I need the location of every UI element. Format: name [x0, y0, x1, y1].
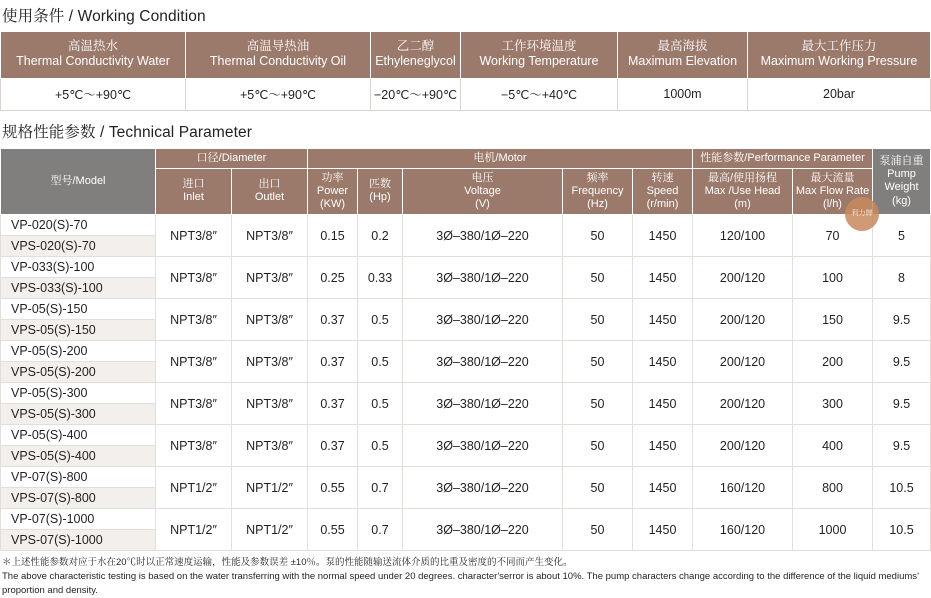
inlet-cell: NPT3/8″ [156, 383, 232, 425]
tp-header-weight-unit: (kg) [892, 194, 911, 207]
outlet-cell: NPT3/8″ [232, 425, 308, 467]
model-cell: VP-05(S)-200 [1, 341, 156, 362]
hp-cell: 0.5 [358, 299, 403, 341]
hp-cell: 0.2 [358, 215, 403, 257]
table-row [1, 467, 931, 488]
wc-header-cn: 最大工作压力 [801, 39, 877, 53]
flow-cell: 150 [793, 299, 873, 341]
flow-cell: 200 [793, 341, 873, 383]
tp-body [1, 215, 931, 551]
tp-header-weight-en: Pump Weight [884, 168, 919, 194]
wc-header-cn: 最高海拔 [657, 39, 708, 53]
flow-cell: 1000 [793, 509, 873, 551]
tp-subheader-en: Max Flow Rate [795, 184, 870, 197]
frequency-cell: 50 [563, 467, 633, 509]
flow-cell: 300 [793, 383, 873, 425]
hp-cell: 0.33 [358, 257, 403, 299]
flow-cell: 400 [793, 425, 873, 467]
outlet-cell: NPT3/8″ [232, 299, 308, 341]
wc-header-cell [461, 32, 618, 79]
table-row [1, 215, 931, 236]
tp-subheader-unit: (Hz) [587, 198, 608, 211]
wc-header-en: Thermal Conductivity Water [16, 54, 170, 69]
power-cell: 0.37 [308, 425, 358, 467]
model-cell: VPS-05(S)-150 [1, 320, 156, 341]
voltage-cell: 3Ø–380/1Ø–220 [403, 425, 563, 467]
tp-header-model: 型号/Model [1, 148, 156, 215]
outlet-cell: NPT3/8″ [232, 257, 308, 299]
tp-group-header-row [1, 148, 931, 168]
head-cell: 200/120 [693, 383, 793, 425]
tp-subheader-flow [793, 168, 873, 215]
model-cell: VP-033(S)-100 [1, 257, 156, 278]
weight-cell: 9.5 [873, 425, 931, 467]
hp-cell: 0.7 [358, 467, 403, 509]
tp-subheader-unit: (m) [734, 198, 751, 211]
tp-subheader-cn: 转速 [651, 171, 674, 184]
tp-subheader-cn: 最高/使用扬程 [707, 171, 778, 184]
inlet-cell: NPT3/8″ [156, 341, 232, 383]
voltage-cell: 3Ø–380/1Ø–220 [403, 509, 563, 551]
frequency-cell: 50 [563, 509, 633, 551]
model-cell: VPS-033(S)-100 [1, 278, 156, 299]
tp-subheader-speed [633, 168, 693, 215]
tp-subheader-en: Outlet [254, 191, 285, 204]
wc-value: 1000m [618, 78, 748, 110]
tp-subheader-en: Frequency [571, 184, 624, 197]
hp-cell: 0.5 [358, 383, 403, 425]
voltage-cell: 3Ø–380/1Ø–220 [403, 467, 563, 509]
voltage-cell: 3Ø–380/1Ø–220 [403, 257, 563, 299]
frequency-cell: 50 [563, 425, 633, 467]
brand-watermark: 利力牌 [845, 197, 879, 231]
table-row [1, 341, 931, 362]
power-cell: 0.37 [308, 341, 358, 383]
tp-subheader-en: Inlet [183, 191, 204, 204]
wc-value: −20℃～+90℃ [371, 78, 461, 110]
inlet-cell: NPT3/8″ [156, 257, 232, 299]
working-condition-header-row [1, 32, 931, 79]
wc-header-cn: 乙二醇 [396, 39, 435, 53]
hp-cell: 0.5 [358, 341, 403, 383]
model-cell: VPS-07(S)-1000 [1, 530, 156, 551]
working-condition-title: 使用条件 / Working Condition [2, 8, 206, 25]
table-row [1, 257, 931, 278]
outlet-cell: NPT1/2″ [232, 467, 308, 509]
model-cell: VP-05(S)-150 [1, 299, 156, 320]
tp-subheader-frequency [563, 168, 633, 215]
model-cell: VP-05(S)-300 [1, 383, 156, 404]
tp-subheader-en: Power [316, 184, 349, 197]
model-cell: VPS-05(S)-400 [1, 446, 156, 467]
tp-header-weight-cn: 泵浦自重 [879, 155, 924, 167]
weight-cell: 10.5 [873, 467, 931, 509]
hp-cell: 0.7 [358, 509, 403, 551]
speed-cell: 1450 [633, 299, 693, 341]
tp-subheader-power [308, 168, 358, 215]
tp-subheader-head [693, 168, 793, 215]
weight-cell: 8 [873, 257, 931, 299]
outlet-cell: NPT1/2″ [232, 509, 308, 551]
tp-subheader-cn: 匹数 [369, 178, 391, 191]
outlet-cell: NPT3/8″ [232, 383, 308, 425]
speed-cell: 1450 [633, 383, 693, 425]
flow-cell: 70 [793, 215, 873, 257]
tp-subheader-hp [358, 168, 403, 215]
frequency-cell: 50 [563, 383, 633, 425]
model-cell: VPS-05(S)-300 [1, 404, 156, 425]
head-cell: 200/120 [693, 425, 793, 467]
inlet-cell: NPT3/8″ [156, 425, 232, 467]
footnote [0, 551, 930, 597]
model-cell: VP-07(S)-800 [1, 467, 156, 488]
weight-cell: 9.5 [873, 383, 931, 425]
tp-subheader-outlet [232, 168, 308, 215]
wc-header-cell [371, 32, 461, 79]
head-cell: 160/120 [693, 509, 793, 551]
weight-cell: 9.5 [873, 299, 931, 341]
wc-header-cn: 高温热水 [67, 39, 118, 53]
head-cell: 200/120 [693, 299, 793, 341]
frequency-cell: 50 [563, 299, 633, 341]
head-cell: 200/120 [693, 341, 793, 383]
model-cell: VPS-05(S)-200 [1, 362, 156, 383]
voltage-cell: 3Ø–380/1Ø–220 [403, 383, 563, 425]
model-cell: VPS-020(S)-70 [1, 236, 156, 257]
frequency-cell: 50 [563, 215, 633, 257]
speed-cell: 1450 [633, 425, 693, 467]
wc-header-cell [748, 32, 931, 79]
inlet-cell: NPT1/2″ [156, 509, 232, 551]
tp-subheader-inlet [156, 168, 232, 215]
table-row [1, 299, 931, 320]
inlet-cell: NPT1/2″ [156, 467, 232, 509]
weight-cell: 5 [873, 215, 931, 257]
tp-subheader-unit: (l/h) [823, 198, 842, 211]
tp-subheader-en: Speed [646, 184, 679, 197]
speed-cell: 1450 [633, 467, 693, 509]
outlet-cell: NPT3/8″ [232, 215, 308, 257]
wc-value: −5℃～+40℃ [461, 78, 618, 110]
tp-subheader-unit: (V) [475, 198, 490, 211]
speed-cell: 1450 [633, 509, 693, 551]
tp-subheader-cn: 出口 [258, 178, 281, 191]
wc-value: 20bar [748, 78, 931, 110]
wc-value: +5℃～+90℃ [186, 78, 371, 110]
frequency-cell: 50 [563, 257, 633, 299]
wc-header-en: Maximum Elevation [627, 54, 738, 69]
tp-subheader-cn: 进口 [182, 178, 205, 191]
working-condition-table [0, 31, 931, 111]
tp-subheader-unit: (r/min) [646, 198, 679, 211]
model-cell: VP-05(S)-400 [1, 425, 156, 446]
head-cell: 160/120 [693, 467, 793, 509]
wc-header-cell [1, 32, 186, 79]
technical-parameter-table [0, 148, 931, 552]
weight-cell: 10.5 [873, 509, 931, 551]
power-cell: 0.37 [308, 299, 358, 341]
wc-header-cell [186, 32, 371, 79]
table-row [1, 383, 931, 404]
tp-header-weight [873, 148, 931, 215]
hp-cell: 0.5 [358, 425, 403, 467]
footnote-cn: ＊上述性能参数对应于水在20℃时以正常速度运输，性能及参数误差 ±10％。泵的性能随输送流体介质的比重及密度的不同而产生变化。 [2, 557, 573, 569]
power-cell: 0.55 [308, 467, 358, 509]
outlet-cell: NPT3/8″ [232, 341, 308, 383]
tp-subheader-cn: 最大流量 [810, 171, 855, 184]
power-cell: 0.25 [308, 257, 358, 299]
speed-cell: 1450 [633, 215, 693, 257]
speed-cell: 1450 [633, 257, 693, 299]
tp-subheader-unit: (KW) [319, 198, 346, 211]
voltage-cell: 3Ø–380/1Ø–220 [403, 299, 563, 341]
speed-cell: 1450 [633, 341, 693, 383]
model-cell: VP-020(S)-70 [1, 215, 156, 236]
technical-parameter-title: 规格性能参数 / Technical Parameter [2, 123, 253, 141]
working-condition-value-row [1, 78, 931, 110]
wc-header-en: Working Temperature [479, 54, 599, 69]
tp-subheader-en: Voltage [464, 184, 501, 197]
flow-cell: 100 [793, 257, 873, 299]
wc-header-cn: 工作环境温度 [501, 39, 577, 53]
wc-header-en: Maximum Working Pressure [760, 54, 918, 69]
wc-header-cell [618, 32, 748, 79]
model-cell: VPS-07(S)-800 [1, 488, 156, 509]
wc-header-cn: 高温导热油 [246, 39, 310, 53]
voltage-cell: 3Ø–380/1Ø–220 [403, 341, 563, 383]
table-row [1, 425, 931, 446]
head-cell: 120/100 [693, 215, 793, 257]
inlet-cell: NPT3/8″ [156, 215, 232, 257]
power-cell: 0.55 [308, 509, 358, 551]
flow-cell: 800 [793, 467, 873, 509]
tp-subheader-unit: (Hp) [369, 191, 391, 204]
head-cell: 200/120 [693, 257, 793, 299]
tp-header-performance: 性能参数/Performance Parameter [693, 148, 873, 168]
voltage-cell: 3Ø–380/1Ø–220 [403, 215, 563, 257]
tp-subheader-cn: 电压 [471, 171, 494, 184]
table-row [1, 509, 931, 530]
inlet-cell: NPT3/8″ [156, 299, 232, 341]
power-cell: 0.15 [308, 215, 358, 257]
frequency-cell: 50 [563, 341, 633, 383]
tp-subheader-cn: 频率 [586, 171, 609, 184]
wc-value: +5℃～+90℃ [1, 78, 186, 110]
footnote-en: The above characteristic testing is based on the water transferring with the normal speed under 20 degrees. character'serror is about 10%. The pump characters change according to the difference of the liquid mediums’ proportion and density. [2, 571, 919, 596]
tp-header-motor: 电机/Motor [308, 148, 693, 168]
weight-cell: 9.5 [873, 341, 931, 383]
tp-header-diameter: 口径/Diameter [156, 148, 308, 168]
tp-subheader-cn: 功率 [321, 171, 344, 184]
tp-subheader-en: Max /Use Head [704, 184, 781, 197]
wc-header-en: Ethyleneglycol [375, 54, 456, 69]
model-cell: VP-07(S)-1000 [1, 509, 156, 530]
power-cell: 0.37 [308, 383, 358, 425]
tp-subheader-voltage [403, 168, 563, 215]
wc-header-en: Thermal Conductivity Oil [209, 54, 347, 69]
